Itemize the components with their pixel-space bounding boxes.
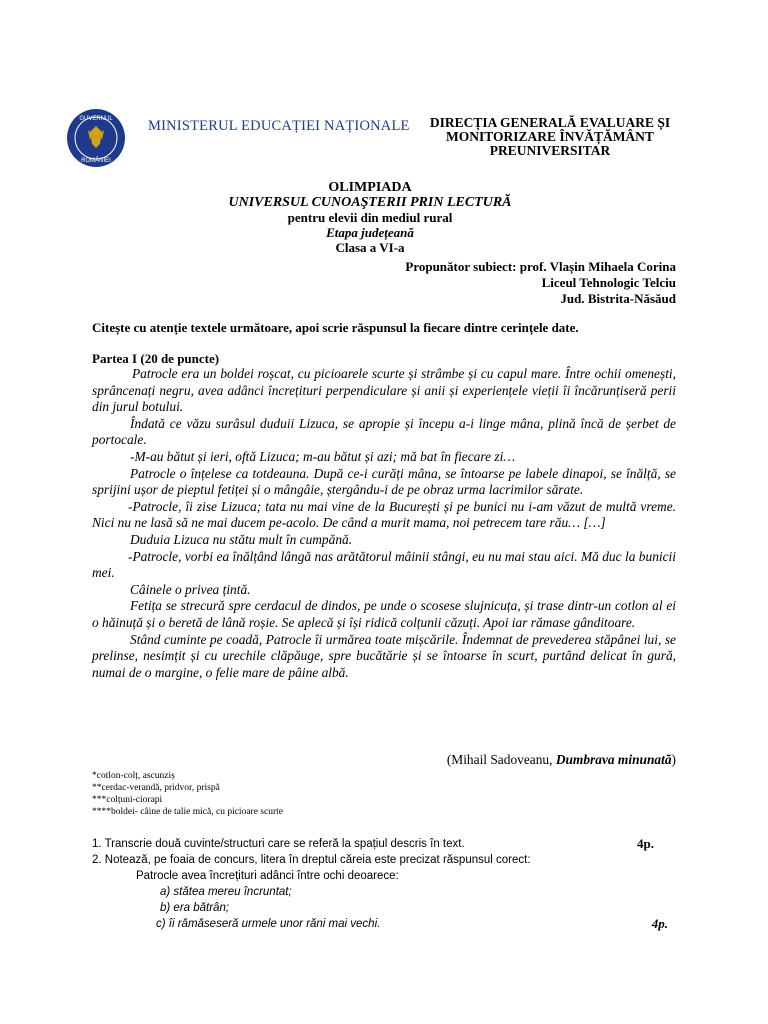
- reading-passage: [92, 366, 676, 681]
- directorate-line: MONITORIZARE ÎNVĂȚĂMÂNT: [446, 129, 654, 144]
- question-2-option-a: a) stătea mereu încruntat;: [160, 886, 292, 898]
- option-text: c) îi rămăseseră urmele unor răni mai vechi.: [156, 918, 381, 930]
- glossary-note: *cotlon-colț, ascunziș: [92, 771, 175, 781]
- passage-paragraph: Patrocle era un boldei roșcat, cu picioarele scurte și strâmbe și cu capul mare. Între ochii omenești, sprâncenați negru, avea adânci încrețituri perpendiculare și anii și experiențele vieții îi încărunțiseră perii din jurul botului.: [92, 366, 676, 415]
- passage-paragraph: Îndată ce văzu surâsul duduii Lizuca, se apropie și începu a-i linge mâna, plină încă de șerbet de portocale.: [92, 415, 676, 448]
- question-text: 2. Notează, pe foaia de concurs, litera în dreptul căreia este precizat răspunsul corect:: [92, 854, 531, 866]
- part-title: Partea I (20 de puncte): [92, 351, 220, 366]
- question-1: [92, 836, 676, 852]
- county-line: Jud. Bistrita-Năsăud: [560, 291, 676, 306]
- citation-author: (Mihail Sadoveanu,: [446, 752, 556, 767]
- passage-paragraph: Duduia Lizuca nu stătu mult în cumpănă.: [130, 531, 353, 547]
- question-text: 1. Transcrie două cuvinte/structuri care se referă la spațiul descris în text.: [92, 838, 465, 850]
- title-block: [90, 180, 650, 255]
- question-2-option-c: [92, 916, 676, 932]
- class-line: Clasa a VI-a: [335, 240, 405, 255]
- olympiad-subtitle: UNIVERSUL CUNOAŞTERII PRIN LECTURĂ: [228, 195, 512, 210]
- question-points: 4p.: [651, 916, 668, 931]
- directorate-line: PREUNIVERSITAR: [489, 143, 611, 158]
- passage-paragraph: -Patrocle, vorbi ea înălțând lângă nas arătătorul mâinii stângi, eu nu mai stau aici. Mă duc la bunicii mei.: [92, 548, 676, 581]
- proposer-block: [405, 259, 676, 307]
- glossary-note: ****boldei- câine de talie mică, cu picioare scurte: [92, 807, 283, 817]
- stage-line: Etapa județeană: [326, 225, 414, 240]
- directorate-name: [405, 116, 695, 158]
- instruction-text: Citește cu atenție textele următoare, apoi scrie răspunsul la fiecare dintre cerințele date.: [92, 320, 579, 335]
- passage-paragraph: Fetița se strecură spre cerdacul de dindos, pe unde o scosese slujnicuța, și trase dintr-un cotlon al ei o hăinuță și o beretă de lână roșie. Se aplecă și își ridică colțunii căzuți. Apoi iar rămase gânditoare.: [92, 598, 676, 630]
- audience-line: pentru elevii din mediul rural: [287, 210, 453, 225]
- svg-text:GUVERNUL: GUVERNUL: [79, 116, 113, 122]
- question-2-option-b: b) era bătrân;: [160, 902, 230, 914]
- question-2-stem: Patrocle avea încrețituri adânci între ochi deoarece:: [136, 870, 399, 882]
- svg-text:ROMÂNIEI: ROMÂNIEI: [81, 158, 111, 164]
- citation: [447, 752, 676, 768]
- glossary-note: **cerdac-verandă, pridvor, prispă: [92, 783, 220, 793]
- olympiad-title: OLIMPIADA: [328, 180, 412, 195]
- passage-paragraph: Patrocle o înțelese ca totdeauna. După ce-i curăți mâna, se întoarse pe labele dinapoi, se înălță, se sprijini ușor de pieptul fetiței și o mângâie, ștergându-i de pe obraz urma lacrimilor sărate.: [92, 465, 676, 498]
- citation-close: ): [671, 752, 676, 767]
- directorate-line: DIRECȚIA GENERALĂ EVALUARE ȘI: [429, 115, 671, 130]
- school-line: Liceul Tehnologic Telciu: [541, 275, 676, 290]
- citation-work: Dumbrava minunată: [555, 752, 672, 767]
- passage-paragraph: -M-au bătut și ieri, oftă Lizuca; m-au bătut și azi; mă bat în fiecare zi…: [130, 448, 516, 464]
- questions-section: [92, 836, 676, 932]
- passage-paragraph: Stând cuminte pe coadă, Patrocle îi urmărea toate mișcările. Îndemnat de prevederea stăpânei lui, se prelinse, nesimțit și cu urechile clăpăuge, spre bucătărie și se întoarse în scurt, purtând delicat în gură, numai de o margine, o felie mare de pâine albă.: [92, 631, 676, 680]
- glossary-note: ***colțuni-ciorapi: [92, 795, 163, 805]
- glossary-notes: [92, 770, 283, 818]
- ministry-name: MINISTERUL EDUCAȚIEI NAȚIONALE: [148, 118, 410, 134]
- passage-paragraph: Câinele o privea țintă.: [130, 581, 251, 597]
- proposer-line: Propunător subiect: prof. Vlașin Mihaela Corina: [405, 259, 676, 274]
- passage-paragraph: -Patrocle, îi zise Lizuca; tata nu mai vine de la București și pe bunici nu i-am văzut de multă vreme. Nici nu ne lasă să ne mai ducem pe-acolo. De când a murit mama, noi petrecem tare rău… […]: [92, 498, 676, 531]
- government-seal-icon: [66, 108, 126, 168]
- question-2: [92, 852, 676, 868]
- question-points: 4p.: [637, 836, 654, 851]
